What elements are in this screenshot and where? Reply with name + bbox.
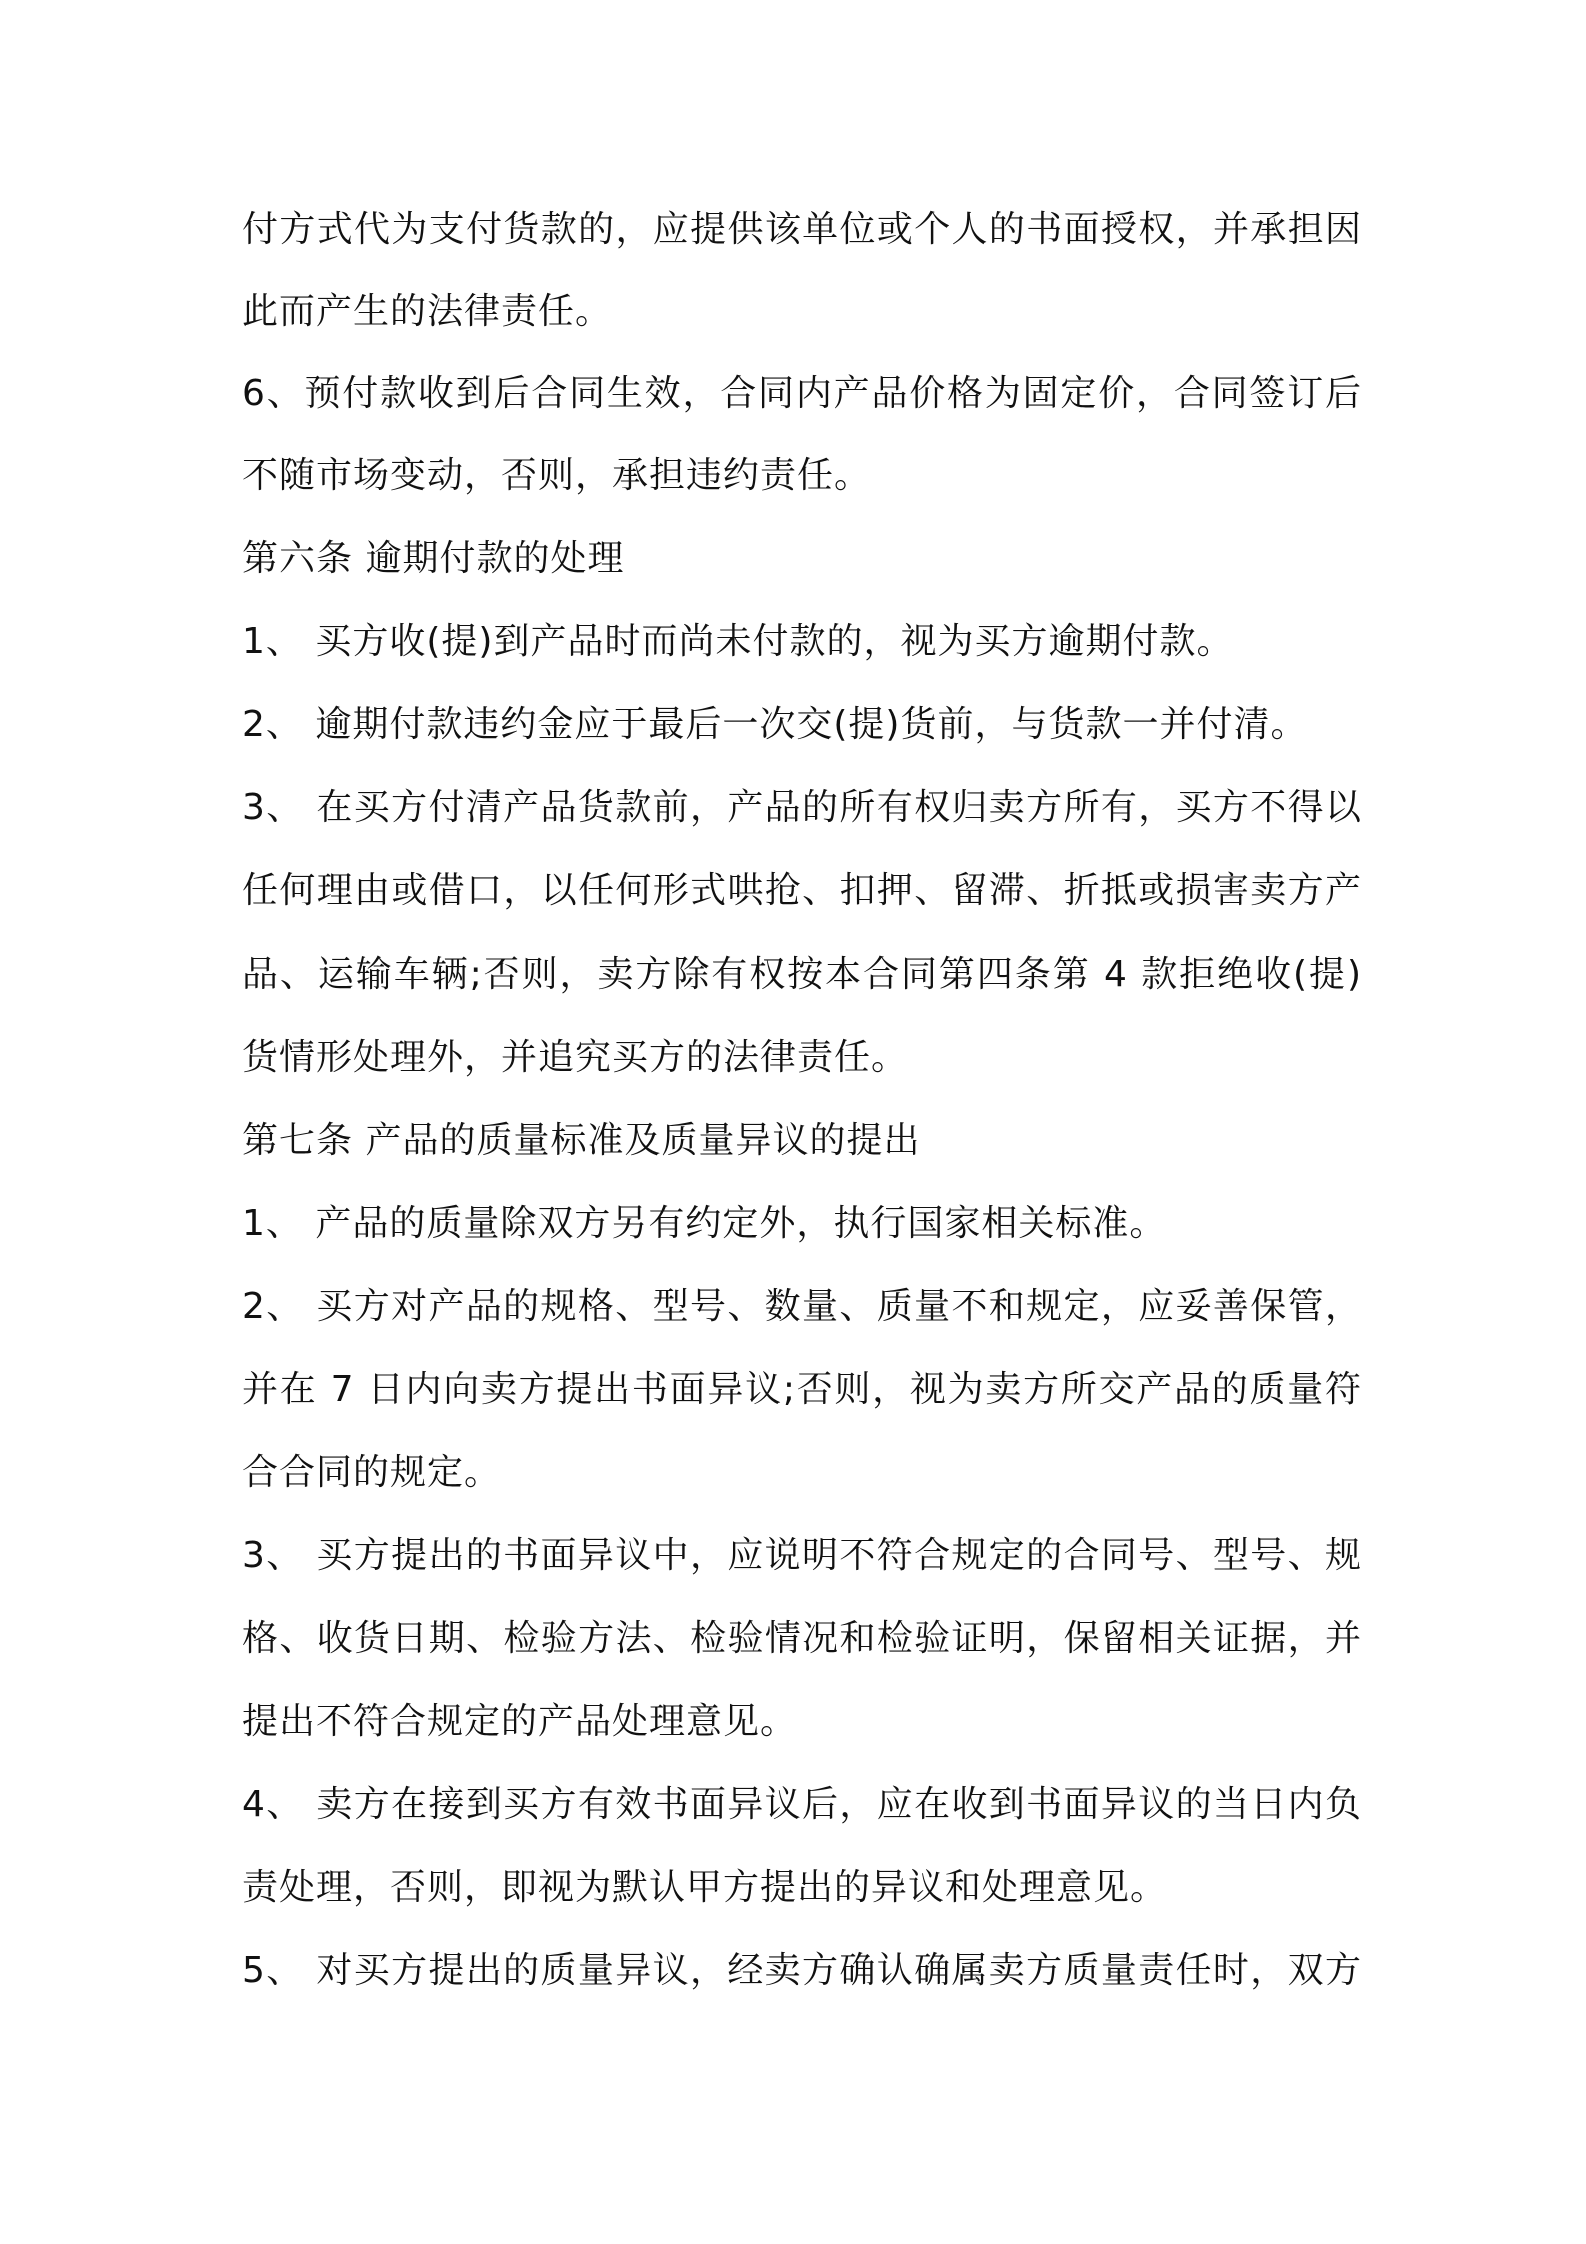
text-line: 并在 7 日内向卖方提出书面异议;否则，视为卖方所交产品的质量符 <box>242 1369 1362 1410</box>
text-line: 货情形处理外，并追究买方的法律责任。 <box>242 1037 909 1078</box>
text-line: 合合同的规定。 <box>242 1452 502 1493</box>
text-line: 此而产生的法律责任。 <box>242 291 613 332</box>
text-line: 责处理，否则，即视为默认甲方提出的异议和处理意见。 <box>242 1867 1168 1908</box>
text-line: 6、预付款收到后合同生效，合同内产品价格为固定价，合同签订后 <box>242 373 1362 414</box>
list-item: 1、 产品的质量除双方另有约定外，执行国家相关标准。 <box>242 1203 1167 1244</box>
section-heading: 第六条 逾期付款的处理 <box>242 538 625 579</box>
list-item: 5、 对买方提出的质量异议，经卖方确认确属卖方质量责任时，双方 <box>242 1950 1362 1991</box>
text-line: 付方式代为支付货款的，应提供该单位或个人的书面授权，并承担因 <box>242 209 1362 250</box>
list-item: 3、 买方提出的书面异议中，应说明不符合规定的合同号、型号、规 <box>242 1535 1362 1576</box>
text-line: 任何理由或借口，以任何形式哄抢、扣押、留滞、折抵或损害卖方产 <box>242 870 1362 911</box>
list-item: 1、 买方收(提)到产品时而尚未付款的，视为买方逾期付款。 <box>242 621 1234 662</box>
text-line: 不随市场变动，否则，承担违约责任。 <box>242 455 872 496</box>
text-line: 品、运输车辆;否则，卖方除有权按本合同第四条第 4 款拒绝收(提) <box>242 954 1362 995</box>
list-item: 2、 逾期付款违约金应于最后一次交(提)货前，与货款一并付清。 <box>242 704 1308 745</box>
list-item: 2、 买方对产品的规格、型号、数量、质量不和规定，应妥善保管， <box>242 1286 1362 1327</box>
text-line: 提出不符合规定的产品处理意见。 <box>242 1701 798 1742</box>
text-line: 格、收货日期、检验方法、检验情况和检验证明，保留相关证据，并 <box>242 1618 1362 1659</box>
list-item: 4、 卖方在接到买方有效书面异议后，应在收到书面异议的当日内负 <box>242 1784 1362 1825</box>
section-heading: 第七条 产品的质量标准及质量异议的提出 <box>242 1120 921 1161</box>
list-item: 3、 在买方付清产品货款前，产品的所有权归卖方所有，买方不得以 <box>242 787 1362 828</box>
